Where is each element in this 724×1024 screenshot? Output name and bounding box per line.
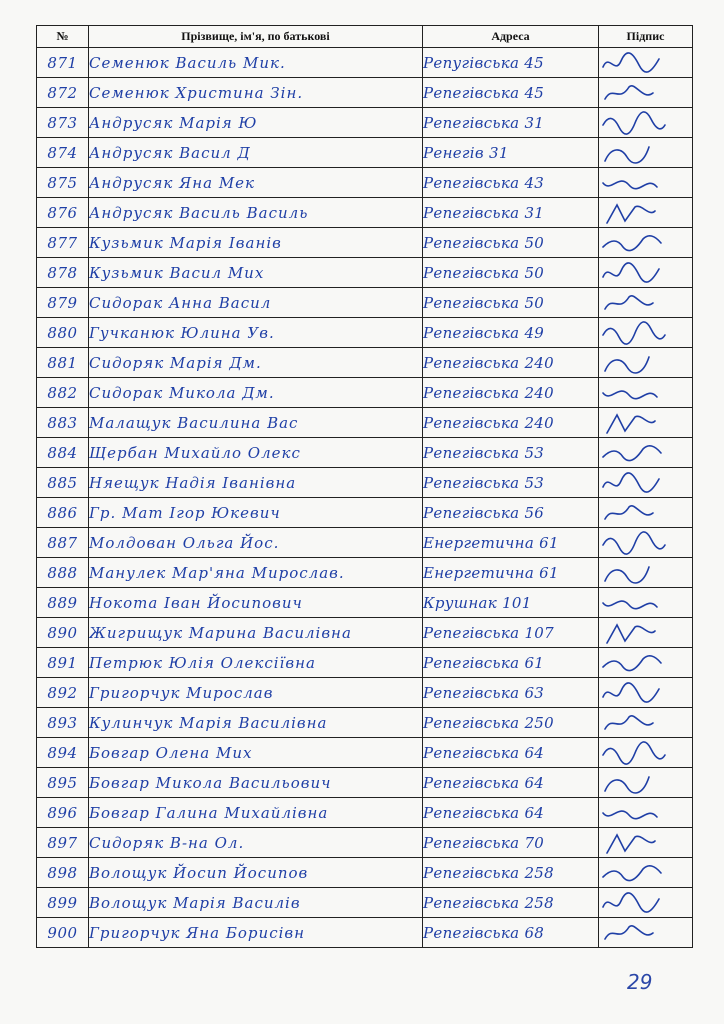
row-address: Репегівська 258 [423,858,599,888]
row-signature [599,888,693,918]
table-row [37,438,693,468]
row-full-name: Андрусяк Васил Д [89,138,423,168]
row-full-name: Гучканюк Юлина Ув. [89,318,423,348]
row-full-name: Кулинчук Марія Василівна [89,708,423,738]
table-row [37,318,693,348]
page-number: 29 [627,970,653,994]
row-signature [599,588,693,618]
row-address: Репегівська 64 [423,768,599,798]
row-address: Репегівська 240 [423,378,599,408]
row-full-name: Андрусяк Василь Василь [89,198,423,228]
table-row [37,48,693,78]
row-signature [599,678,693,708]
table-row [37,768,693,798]
row-number: 873 [37,108,89,138]
row-full-name: Бовгар Олена Мих [89,738,423,768]
row-number: 891 [37,648,89,678]
handwritten-signature [599,469,685,497]
row-signature [599,258,693,288]
table-row [37,918,693,948]
row-address: Репегівська 43 [423,168,599,198]
table-row [37,828,693,858]
header-full-name: Прізвище, ім'я, по батькові [89,26,423,48]
row-full-name: Андрусяк Яна Мек [89,168,423,198]
row-full-name: Малащук Василина Вас [89,408,423,438]
row-address: Ренегів 31 [423,138,599,168]
table-row [37,558,693,588]
handwritten-signature [599,499,685,527]
row-signature [599,648,693,678]
table-row [37,798,693,828]
table-row [37,288,693,318]
row-address: Репегівська 31 [423,108,599,138]
handwritten-signature [599,379,685,407]
row-signature [599,348,693,378]
row-signature [599,858,693,888]
row-address: Репегівська 240 [423,348,599,378]
table-row [37,648,693,678]
row-signature [599,108,693,138]
row-full-name: Семенюк Христина Зін. [89,78,423,108]
row-full-name: Сидоряк В-на Ол. [89,828,423,858]
row-signature [599,768,693,798]
row-full-name: Бовгар Галина Михайлівна [89,798,423,828]
table-row [37,228,693,258]
table-header-row [37,26,693,48]
handwritten-signature [599,619,685,647]
row-address: Репегівська 53 [423,468,599,498]
row-signature [599,408,693,438]
row-number: 890 [37,618,89,648]
table-row [37,678,693,708]
handwritten-signature [599,229,685,257]
row-signature [599,828,693,858]
handwritten-signature [599,679,685,707]
row-signature [599,138,693,168]
row-number: 887 [37,528,89,558]
row-address: Репегівська 258 [423,888,599,918]
row-signature [599,708,693,738]
row-signature [599,288,693,318]
handwritten-signature [599,49,685,77]
row-full-name: Кузьмик Марія Іванів [89,228,423,258]
row-signature [599,438,693,468]
row-number: 889 [37,588,89,618]
row-signature [599,318,693,348]
row-full-name: Бовгар Микола Васильович [89,768,423,798]
row-address: Репегівська 107 [423,618,599,648]
row-number: 882 [37,378,89,408]
row-signature [599,48,693,78]
handwritten-signature [599,139,685,167]
handwritten-signature [599,709,685,737]
header-number: № [37,26,89,48]
row-signature [599,78,693,108]
handwritten-signature [599,409,685,437]
row-number: 895 [37,768,89,798]
row-full-name: Сидоряк Марія Дм. [89,348,423,378]
handwritten-signature [599,829,685,857]
row-full-name: Манулек Мар'яна Мирослав. [89,558,423,588]
row-signature [599,618,693,648]
handwritten-signature [599,289,685,317]
table-row [37,168,693,198]
row-address: Репегівська 63 [423,678,599,708]
row-address: Репегівська 45 [423,78,599,108]
row-full-name: Семенюк Василь Мик. [89,48,423,78]
row-number: 876 [37,198,89,228]
row-address: Репегівська 70 [423,828,599,858]
row-signature [599,528,693,558]
handwritten-signature [599,859,685,887]
row-number: 894 [37,738,89,768]
row-number: 892 [37,678,89,708]
handwritten-signature [599,319,685,347]
row-full-name: Сидорак Микола Дм. [89,378,423,408]
row-number: 886 [37,498,89,528]
row-number: 896 [37,798,89,828]
row-number: 898 [37,858,89,888]
row-address: Крушнак 101 [423,588,599,618]
row-full-name: Григорчук Мирослав [89,678,423,708]
handwritten-signature [599,79,685,107]
table-row [37,348,693,378]
row-number: 899 [37,888,89,918]
row-address: Енергетична 61 [423,558,599,588]
row-full-name: Гр. Мат Ігор Юкевич [89,498,423,528]
row-address: Репегівська 56 [423,498,599,528]
row-number: 884 [37,438,89,468]
row-number: 878 [37,258,89,288]
row-signature [599,498,693,528]
row-address: Репегівська 50 [423,228,599,258]
table-row [37,378,693,408]
handwritten-signature [599,559,685,587]
row-full-name: Няещук Надія Іванівна [89,468,423,498]
handwritten-signature [599,799,685,827]
row-signature [599,198,693,228]
handwritten-signature [599,649,685,677]
row-full-name: Сидорак Анна Васил [89,288,423,318]
row-full-name: Жигрищук Марина Василівна [89,618,423,648]
handwritten-signature [599,739,685,767]
handwritten-signature [599,199,685,227]
row-number: 888 [37,558,89,588]
handwritten-signature [599,109,685,137]
row-full-name: Нокота Іван Йосипович [89,588,423,618]
table-row [37,408,693,438]
row-address: Репегівська 53 [423,438,599,468]
row-number: 885 [37,468,89,498]
row-signature [599,558,693,588]
handwritten-signature [599,529,685,557]
handwritten-signature [599,349,685,377]
row-address: Репегівська 240 [423,408,599,438]
table-row [37,858,693,888]
row-address: Репегівська 49 [423,318,599,348]
row-number: 879 [37,288,89,318]
row-number: 880 [37,318,89,348]
row-signature [599,468,693,498]
table-row [37,588,693,618]
table-row [37,528,693,558]
handwritten-signature [599,439,685,467]
table-row [37,738,693,768]
table-row [37,708,693,738]
row-number: 871 [37,48,89,78]
row-address: Репегівська 68 [423,918,599,948]
table-row [37,618,693,648]
row-signature [599,168,693,198]
row-number: 877 [37,228,89,258]
row-full-name: Молдован Ольга Йос. [89,528,423,558]
table-row [37,258,693,288]
row-address: Репегівська 31 [423,198,599,228]
row-number: 874 [37,138,89,168]
handwritten-signature [599,919,685,947]
table-row [37,468,693,498]
table-row [37,108,693,138]
row-signature [599,228,693,258]
row-address: Репегівська 250 [423,708,599,738]
row-address: Репегівська 64 [423,738,599,768]
row-number: 883 [37,408,89,438]
row-address: Репегівська 50 [423,288,599,318]
table-row [37,138,693,168]
row-number: 900 [37,918,89,948]
row-signature [599,798,693,828]
row-full-name: Кузьмик Васил Мих [89,258,423,288]
row-signature [599,738,693,768]
row-number: 893 [37,708,89,738]
handwritten-signature [599,169,685,197]
row-full-name: Андрусяк Марія Ю [89,108,423,138]
handwritten-signature [599,259,685,287]
handwritten-signature [599,769,685,797]
row-number: 872 [37,78,89,108]
row-address: Енергетична 61 [423,528,599,558]
row-address: Репугівська 45 [423,48,599,78]
row-signature [599,918,693,948]
row-full-name: Щербан Михайло Олекс [89,438,423,468]
header-address: Адреса [423,26,599,48]
row-full-name: Петрюк Юлія Олексіївна [89,648,423,678]
row-full-name: Григорчук Яна Борисівн [89,918,423,948]
table-row [37,78,693,108]
row-number: 881 [37,348,89,378]
table-row [37,888,693,918]
signature-table [36,25,693,948]
handwritten-signature [599,589,685,617]
table-row [37,498,693,528]
row-address: Репегівська 64 [423,798,599,828]
header-signature: Підпис [599,26,693,48]
row-number: 875 [37,168,89,198]
row-number: 897 [37,828,89,858]
row-full-name: Волощук Йосип Йосипов [89,858,423,888]
row-signature [599,378,693,408]
row-address: Репегівська 61 [423,648,599,678]
handwritten-signature [599,889,685,917]
row-full-name: Волощук Марія Василів [89,888,423,918]
table-row [37,198,693,228]
row-address: Репегівська 50 [423,258,599,288]
